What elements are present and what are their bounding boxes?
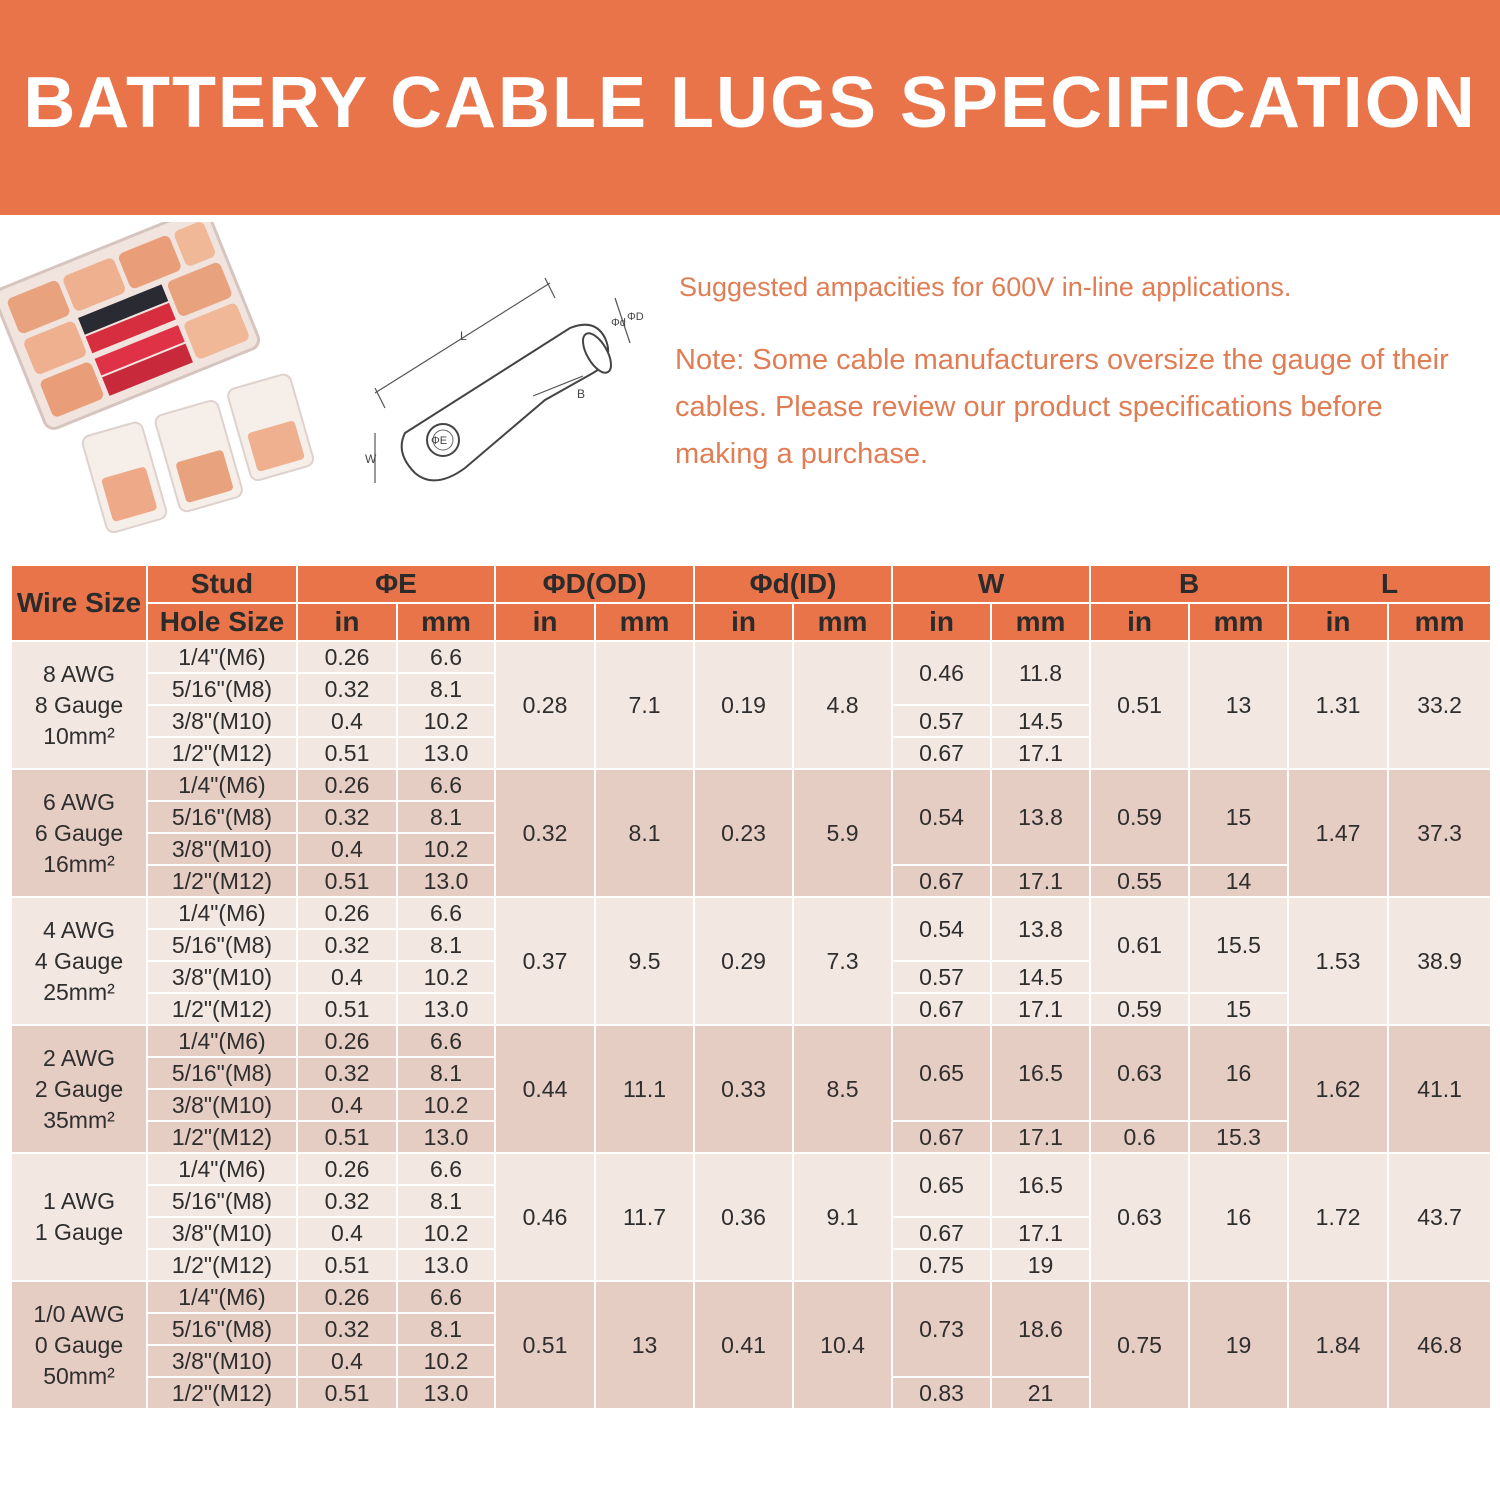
w-mm: 11.8 — [991, 641, 1090, 705]
e-in: 0.32 — [297, 929, 397, 961]
stud-hole-size: 5/16"(M8) — [147, 1057, 297, 1089]
w-mm: 16.5 — [991, 1153, 1090, 1217]
e-in: 0.32 — [297, 1313, 397, 1345]
e-in: 0.26 — [297, 897, 397, 929]
d-id-in: 0.36 — [694, 1153, 793, 1281]
wire-size-line: 8 AWG — [43, 660, 115, 687]
w-in: 0.57 — [892, 961, 991, 993]
e-mm: 10.2 — [397, 961, 495, 993]
wire-size-line: 1/0 AWG — [33, 1300, 125, 1327]
header-d-od: ΦD(OD) — [495, 565, 694, 603]
w-in: 0.67 — [892, 1217, 991, 1249]
d-od-in: 0.28 — [495, 641, 595, 769]
b-in: 0.6 — [1090, 1121, 1189, 1153]
e-mm: 6.6 — [397, 1153, 495, 1185]
e-in: 0.51 — [297, 1121, 397, 1153]
w-mm: 21 — [991, 1377, 1090, 1409]
header-unit-in: in — [892, 603, 991, 641]
d-od-in: 0.46 — [495, 1153, 595, 1281]
stud-hole-size: 1/2"(M12) — [147, 1121, 297, 1153]
w-in: 0.57 — [892, 705, 991, 737]
w-mm: 16.5 — [991, 1025, 1090, 1121]
w-mm: 17.1 — [991, 993, 1090, 1025]
stud-hole-size: 1/4"(M6) — [147, 1281, 297, 1313]
l-in: 1.72 — [1288, 1153, 1388, 1281]
wire-size-line: 8 Gauge — [34, 691, 124, 718]
d-od-mm: 7.1 — [595, 641, 694, 769]
stud-hole-size: 3/8"(M10) — [147, 833, 297, 865]
e-mm: 8.1 — [397, 1313, 495, 1345]
diagram-label-e: ΦE — [431, 435, 448, 447]
header-l: L — [1288, 565, 1491, 603]
w-in: 0.54 — [892, 769, 991, 865]
stud-hole-size: 5/16"(M8) — [147, 929, 297, 961]
e-mm: 6.6 — [397, 1281, 495, 1313]
b-mm: 15.5 — [1189, 897, 1288, 993]
stud-hole-size: 3/8"(M10) — [147, 705, 297, 737]
wire-size-line: 0 Gauge — [34, 1331, 124, 1358]
stud-hole-size: 3/8"(M10) — [147, 1217, 297, 1249]
spec-table — [10, 564, 1492, 1410]
l-mm: 46.8 — [1388, 1281, 1491, 1409]
header-unit-mm: mm — [793, 603, 892, 641]
stud-hole-size: 1/4"(M6) — [147, 897, 297, 929]
wire-size-line: 2 Gauge — [34, 1075, 124, 1102]
header-b: B — [1090, 565, 1288, 603]
wire-size-line: 6 AWG — [43, 788, 115, 815]
b-mm: 16 — [1189, 1153, 1288, 1281]
table-row — [11, 897, 1491, 929]
e-in: 0.4 — [297, 833, 397, 865]
table-row — [11, 1281, 1491, 1313]
stud-hole-size: 1/2"(M12) — [147, 865, 297, 897]
stud-hole-size: 1/2"(M12) — [147, 1377, 297, 1409]
stud-hole-size: 1/2"(M12) — [147, 1249, 297, 1281]
w-mm: 13.8 — [991, 897, 1090, 961]
d-od-mm: 13 — [595, 1281, 694, 1409]
lug-kit-box-image — [0, 222, 350, 552]
w-mm: 14.5 — [991, 961, 1090, 993]
e-mm: 6.6 — [397, 1025, 495, 1057]
table-row — [11, 641, 1491, 673]
e-in: 0.26 — [297, 1025, 397, 1057]
diagram-label-d-inner: Φd — [611, 317, 626, 329]
d-od-in: 0.44 — [495, 1025, 595, 1153]
header-e: ΦE — [297, 565, 495, 603]
d-id-mm: 5.9 — [793, 769, 892, 897]
b-in: 0.63 — [1090, 1153, 1189, 1281]
d-od-mm: 9.5 — [595, 897, 694, 1025]
wire-size-line: 16mm² — [43, 850, 115, 877]
e-mm: 10.2 — [397, 1217, 495, 1249]
e-mm: 13.0 — [397, 737, 495, 769]
e-in: 0.51 — [297, 865, 397, 897]
stud-hole-size: 1/2"(M12) — [147, 993, 297, 1025]
e-in: 0.26 — [297, 641, 397, 673]
stud-hole-size: 1/4"(M6) — [147, 641, 297, 673]
w-in: 0.67 — [892, 993, 991, 1025]
header-wire-size: Wire Size — [11, 565, 147, 641]
e-in: 0.32 — [297, 673, 397, 705]
w-in: 0.67 — [892, 737, 991, 769]
w-mm: 17.1 — [991, 737, 1090, 769]
header-unit-mm: mm — [991, 603, 1090, 641]
wire-size-line: 25mm² — [43, 978, 115, 1005]
b-mm: 13 — [1189, 641, 1288, 769]
w-in: 0.46 — [892, 641, 991, 705]
wire-size-line: 1 AWG — [43, 1188, 115, 1214]
l-mm: 43.7 — [1388, 1153, 1491, 1281]
header-d-id: Φd(ID) — [694, 565, 892, 603]
w-in: 0.65 — [892, 1153, 991, 1217]
e-in: 0.51 — [297, 1249, 397, 1281]
diagram-label-l: L — [460, 329, 467, 343]
l-in: 1.84 — [1288, 1281, 1388, 1409]
header-unit-mm: mm — [1388, 603, 1491, 641]
e-mm: 13.0 — [397, 1377, 495, 1409]
b-in: 0.51 — [1090, 641, 1189, 769]
b-in: 0.63 — [1090, 1025, 1189, 1121]
e-mm: 13.0 — [397, 1249, 495, 1281]
e-mm: 13.0 — [397, 993, 495, 1025]
e-in: 0.4 — [297, 1089, 397, 1121]
e-in: 0.26 — [297, 1153, 397, 1185]
b-mm: 15.3 — [1189, 1121, 1288, 1153]
l-in: 1.62 — [1288, 1025, 1388, 1153]
d-od-in: 0.32 — [495, 769, 595, 897]
l-in: 1.53 — [1288, 897, 1388, 1025]
title-banner — [0, 0, 1500, 215]
e-mm: 8.1 — [397, 1057, 495, 1089]
e-in: 0.32 — [297, 1057, 397, 1089]
wire-size-line: 10mm² — [43, 722, 115, 749]
w-in: 0.73 — [892, 1281, 991, 1377]
e-mm: 8.1 — [397, 929, 495, 961]
spec-table-body — [11, 641, 1491, 1409]
e-in: 0.51 — [297, 993, 397, 1025]
e-in: 0.51 — [297, 737, 397, 769]
header-unit-in: in — [1090, 603, 1189, 641]
stud-hole-size: 3/8"(M10) — [147, 1345, 297, 1377]
d-id-in: 0.19 — [694, 641, 793, 769]
table-row — [11, 1153, 1491, 1185]
w-in: 0.83 — [892, 1377, 991, 1409]
header-unit-in: in — [495, 603, 595, 641]
w-mm: 17.1 — [991, 1217, 1090, 1249]
page-title: BATTERY CABLE LUGS SPECIFICATION — [23, 63, 1477, 143]
stud-hole-size: 5/16"(M8) — [147, 673, 297, 705]
table-row — [11, 1025, 1491, 1057]
lug-dimension-diagram — [365, 268, 655, 508]
stud-hole-size: 5/16"(M8) — [147, 801, 297, 833]
d-od-mm: 11.7 — [595, 1153, 694, 1281]
wire-size-cell — [11, 769, 147, 897]
b-in: 0.59 — [1090, 993, 1189, 1025]
b-mm: 15 — [1189, 769, 1288, 865]
header-unit-in: in — [694, 603, 793, 641]
stud-hole-size: 1/4"(M6) — [147, 1153, 297, 1185]
wire-size-line: 50mm² — [43, 1362, 115, 1389]
w-mm: 19 — [991, 1249, 1090, 1281]
d-od-mm: 8.1 — [595, 769, 694, 897]
d-od-in: 0.37 — [495, 897, 595, 1025]
header-stud: Stud — [147, 565, 297, 603]
l-in: 1.31 — [1288, 641, 1388, 769]
l-mm: 41.1 — [1388, 1025, 1491, 1153]
d-id-in: 0.23 — [694, 769, 793, 897]
w-mm: 14.5 — [991, 705, 1090, 737]
oversize-note: Note: Some cable manufacturers oversize the gauge of their cables. Please review our product specifications before making a purchase. — [675, 344, 1449, 470]
wire-size-cell — [11, 1281, 147, 1409]
e-mm: 10.2 — [397, 1345, 495, 1377]
wire-size-cell — [11, 897, 147, 1025]
wire-size-line: 35mm² — [43, 1106, 115, 1133]
w-in: 0.75 — [892, 1249, 991, 1281]
l-mm: 33.2 — [1388, 641, 1491, 769]
d-id-mm: 10.4 — [793, 1281, 892, 1409]
e-mm: 13.0 — [397, 1121, 495, 1153]
w-in: 0.65 — [892, 1025, 991, 1121]
e-mm: 10.2 — [397, 1089, 495, 1121]
e-in: 0.32 — [297, 801, 397, 833]
wire-size-line: 4 AWG — [43, 916, 115, 943]
stud-hole-size: 3/8"(M10) — [147, 961, 297, 993]
stud-hole-size: 1/4"(M6) — [147, 1025, 297, 1057]
e-in: 0.26 — [297, 769, 397, 801]
e-in: 0.4 — [297, 705, 397, 737]
e-in: 0.32 — [297, 1185, 397, 1217]
notes — [675, 272, 1475, 478]
e-mm: 6.6 — [397, 769, 495, 801]
wire-size-cell — [11, 1153, 147, 1281]
w-mm: 18.6 — [991, 1281, 1090, 1377]
d-id-mm: 4.8 — [793, 641, 892, 769]
e-mm: 8.1 — [397, 801, 495, 833]
ampacity-note: Suggested ampacities for 600V in-line applications. — [679, 272, 1292, 302]
e-in: 0.26 — [297, 1281, 397, 1313]
e-in: 0.51 — [297, 1377, 397, 1409]
wire-size-cell — [11, 641, 147, 769]
header-unit-mm: mm — [397, 603, 495, 641]
b-in: 0.61 — [1090, 897, 1189, 993]
d-id-mm: 9.1 — [793, 1153, 892, 1281]
l-mm: 37.3 — [1388, 769, 1491, 897]
w-mm: 13.8 — [991, 769, 1090, 865]
b-mm: 16 — [1189, 1025, 1288, 1121]
wire-size-line: 4 Gauge — [34, 947, 124, 974]
stud-hole-size: 5/16"(M8) — [147, 1313, 297, 1345]
w-in: 0.67 — [892, 1121, 991, 1153]
diagram-label-w: W — [365, 452, 377, 466]
diagram-label-d-outer: ΦD — [627, 311, 644, 323]
b-mm: 14 — [1189, 865, 1288, 897]
e-mm: 8.1 — [397, 673, 495, 705]
header-unit-in: in — [1288, 603, 1388, 641]
e-mm: 10.2 — [397, 705, 495, 737]
b-in: 0.59 — [1090, 769, 1189, 865]
b-in: 0.55 — [1090, 865, 1189, 897]
b-mm: 19 — [1189, 1281, 1288, 1409]
e-mm: 13.0 — [397, 865, 495, 897]
e-in: 0.4 — [297, 1217, 397, 1249]
b-in: 0.75 — [1090, 1281, 1189, 1409]
wire-size-line: 6 Gauge — [34, 819, 124, 846]
d-id-mm: 7.3 — [793, 897, 892, 1025]
d-id-in: 0.33 — [694, 1025, 793, 1153]
e-in: 0.4 — [297, 961, 397, 993]
w-mm: 17.1 — [991, 865, 1090, 897]
wire-size-line: 2 AWG — [43, 1044, 115, 1071]
e-mm: 6.6 — [397, 641, 495, 673]
wire-size-line: 1 Gauge — [34, 1219, 124, 1245]
table-row — [11, 769, 1491, 801]
w-in: 0.67 — [892, 865, 991, 897]
l-in: 1.47 — [1288, 769, 1388, 897]
w-in: 0.54 — [892, 897, 991, 961]
header-unit-in: in — [297, 603, 397, 641]
header-unit-mm: mm — [1189, 603, 1288, 641]
e-mm: 8.1 — [397, 1185, 495, 1217]
stud-hole-size: 1/4"(M6) — [147, 769, 297, 801]
header-unit-mm: mm — [595, 603, 694, 641]
d-id-in: 0.41 — [694, 1281, 793, 1409]
d-od-mm: 11.1 — [595, 1025, 694, 1153]
e-in: 0.4 — [297, 1345, 397, 1377]
d-id-mm: 8.5 — [793, 1025, 892, 1153]
e-mm: 10.2 — [397, 833, 495, 865]
d-od-in: 0.51 — [495, 1281, 595, 1409]
b-mm: 15 — [1189, 993, 1288, 1025]
header-hole-size: Hole Size — [147, 603, 297, 641]
l-mm: 38.9 — [1388, 897, 1491, 1025]
header-w: W — [892, 565, 1090, 603]
stud-hole-size: 3/8"(M10) — [147, 1089, 297, 1121]
d-id-in: 0.29 — [694, 897, 793, 1025]
wire-size-cell — [11, 1025, 147, 1153]
stud-hole-size: 5/16"(M8) — [147, 1185, 297, 1217]
e-mm: 6.6 — [397, 897, 495, 929]
stud-hole-size: 1/2"(M12) — [147, 737, 297, 769]
w-mm: 17.1 — [991, 1121, 1090, 1153]
diagram-label-b: B — [577, 387, 586, 401]
